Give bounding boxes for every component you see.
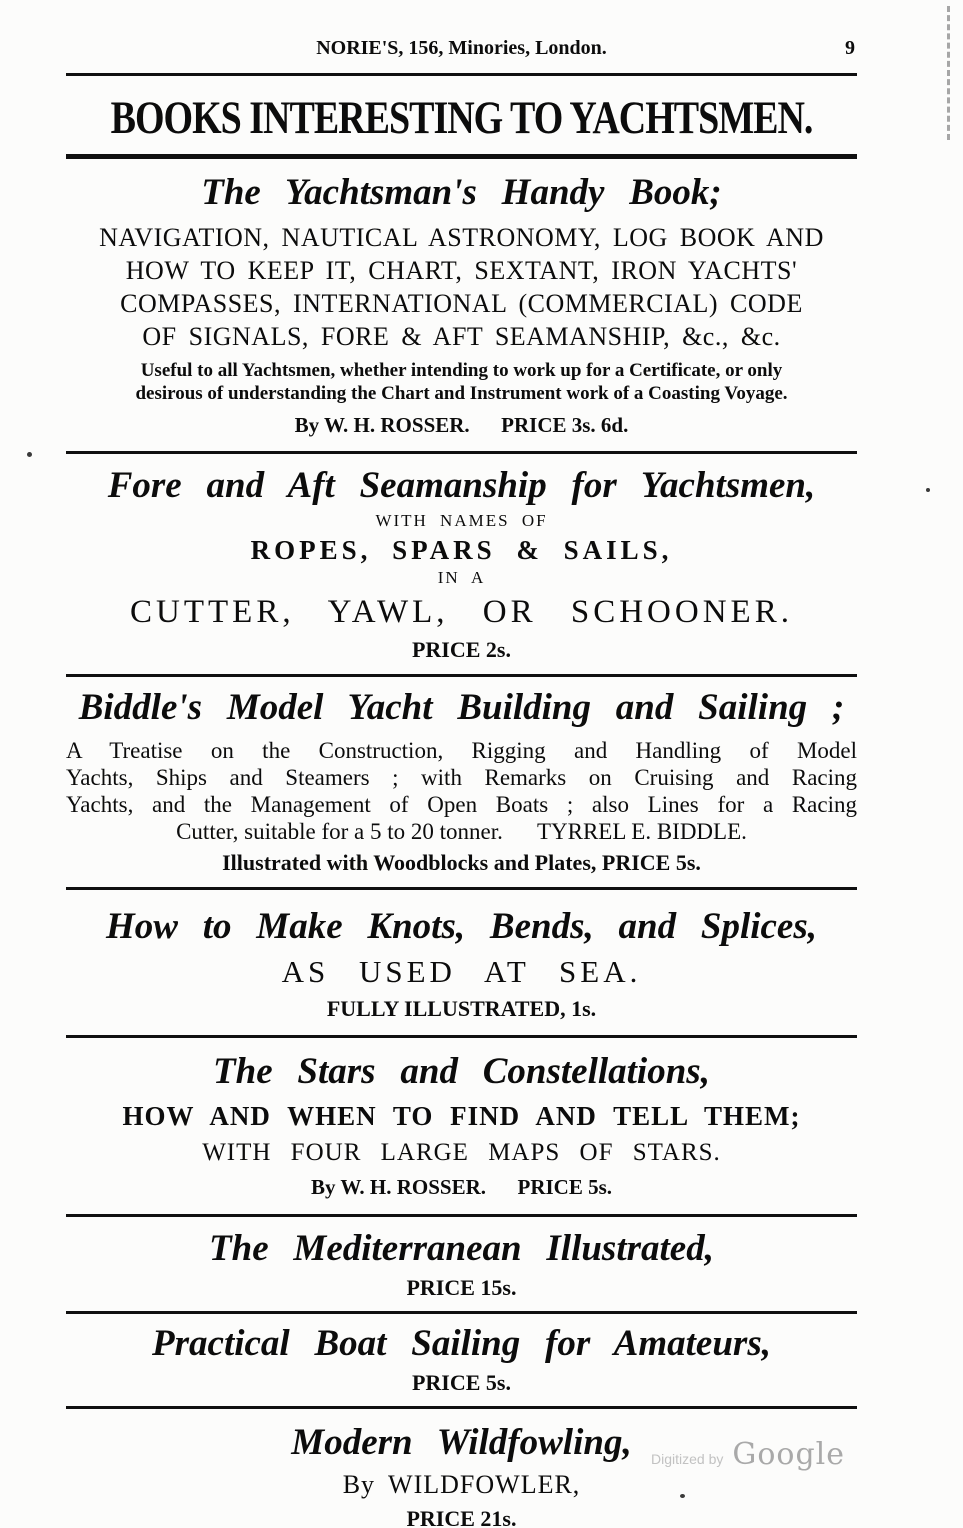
subtitle-line: AS USED AT SEA. — [281, 954, 642, 989]
scan-artifact-dot — [27, 452, 32, 457]
scan-artifact-dot — [680, 1494, 685, 1498]
book-heading: Modern Wildfowling, — [291, 1422, 632, 1463]
running-header — [66, 36, 857, 60]
price-line: FULLY ILLUSTRATED, 1s. — [326, 996, 597, 1021]
scan-artifact-dashed-line — [947, 6, 950, 140]
author-price-line: By W. H. ROSSER. PRICE 3s. 6d. — [294, 413, 629, 437]
section-divider — [66, 1406, 857, 1409]
description-line: Yachts, Ships and Steamers ; with Remarks on Cruising and Racing — [66, 765, 857, 790]
section-fore-and-aft-seamanship — [66, 464, 857, 662]
subtitle-line: HOW TO KEEP IT, CHART, SEXTANT, IRON YACHTS' — [125, 256, 798, 285]
section-divider — [66, 887, 857, 890]
title-divider — [66, 154, 857, 159]
section-knots-bends-splices — [66, 905, 857, 1021]
section-divider — [66, 674, 857, 677]
subtitle-line: ROPES, SPARS & SAILS, — [250, 535, 673, 565]
section-mediterranean-illustrated — [66, 1227, 857, 1300]
book-heading: Practical Boat Sailing for Amateurs, — [152, 1323, 771, 1364]
section-biddles-model-yacht — [66, 686, 857, 875]
subtitle-line: COMPASSES, INTERNATIONAL (COMMERCIAL) CODE — [120, 289, 803, 318]
price-line: PRICE 5s. — [411, 1370, 511, 1395]
section-divider — [66, 1214, 857, 1217]
header-divider — [66, 73, 857, 76]
description-line: A Treatise on the Construction, Rigging and Handling of Model — [66, 738, 857, 763]
description-line: desirous of understanding the Chart and Instrument work of a Coasting Voyage. — [135, 383, 788, 404]
google-logo: Google — [732, 1437, 845, 1472]
subtitle-line: CUTTER, YAWL, OR SCHOONER. — [130, 594, 793, 630]
price-line: PRICE 15s. — [406, 1275, 517, 1300]
page-title: BOOKS INTERESTING TO YACHTSMEN. — [110, 92, 813, 145]
book-heading: The Yachtsman's Handy Book; — [201, 172, 722, 213]
section-divider — [66, 1035, 857, 1038]
author-price-line: By W. H. ROSSER. PRICE 5s. — [310, 1175, 613, 1199]
digitized-watermark — [651, 1437, 845, 1472]
book-heading: Fore and Aft Seamanship for Yachtsmen, — [107, 465, 816, 506]
section-practical-boat-sailing — [66, 1322, 857, 1395]
description-line: Useful to all Yachtsmen, whether intending to work up for a Certificate, or only — [140, 360, 783, 381]
price-line: Illustrated with Woodblocks and Plates, PRICE 5s. — [222, 850, 701, 875]
price-line: PRICE 21s. — [406, 1506, 517, 1528]
description-line: Cutter, suitable for a 5 to 20 tonner. TYRREL E. BIDDLE. — [176, 819, 747, 844]
scan-artifact-dot — [926, 488, 930, 492]
description-line: Yachts, and the Management of Open Boats ; also Lines for a Racing — [66, 792, 857, 817]
price-line: PRICE 2s. — [411, 637, 511, 662]
watermark-prefix: Digitized by — [650, 1451, 724, 1467]
subtitle-line: IN A — [437, 568, 486, 587]
book-heading: How to Make Knots, Bends, and Splices, — [105, 906, 818, 947]
book-heading: The Mediterranean Illustrated, — [209, 1228, 714, 1269]
author-line: By WILDFOWLER, — [342, 1470, 581, 1499]
section-divider — [66, 1311, 857, 1314]
publisher-imprint: NORIE'S, 156, Minories, London. — [316, 37, 607, 59]
book-heading: The Stars and Constellations, — [213, 1051, 710, 1092]
subtitle-line: HOW AND WHEN TO FIND AND TELL THEM; — [122, 1101, 801, 1131]
section-divider — [66, 451, 857, 454]
subtitle-line: WITH FOUR LARGE MAPS OF STARS. — [202, 1139, 721, 1166]
section-stars-and-constellations — [66, 1050, 857, 1200]
subtitle-line: NAVIGATION, NAUTICAL ASTRONOMY, LOG BOOK AND — [99, 223, 824, 252]
page-number: 9 — [845, 37, 855, 59]
subtitle-line: OF SIGNALS, FORE & AFT SEAMANSHIP, &c., &c. — [142, 322, 781, 351]
section-yachtsmans-handy-book — [66, 171, 857, 438]
book-heading: Biddle's Model Yacht Building and Sailing ; — [78, 687, 845, 728]
subtitle-line: WITH NAMES OF — [375, 511, 548, 530]
